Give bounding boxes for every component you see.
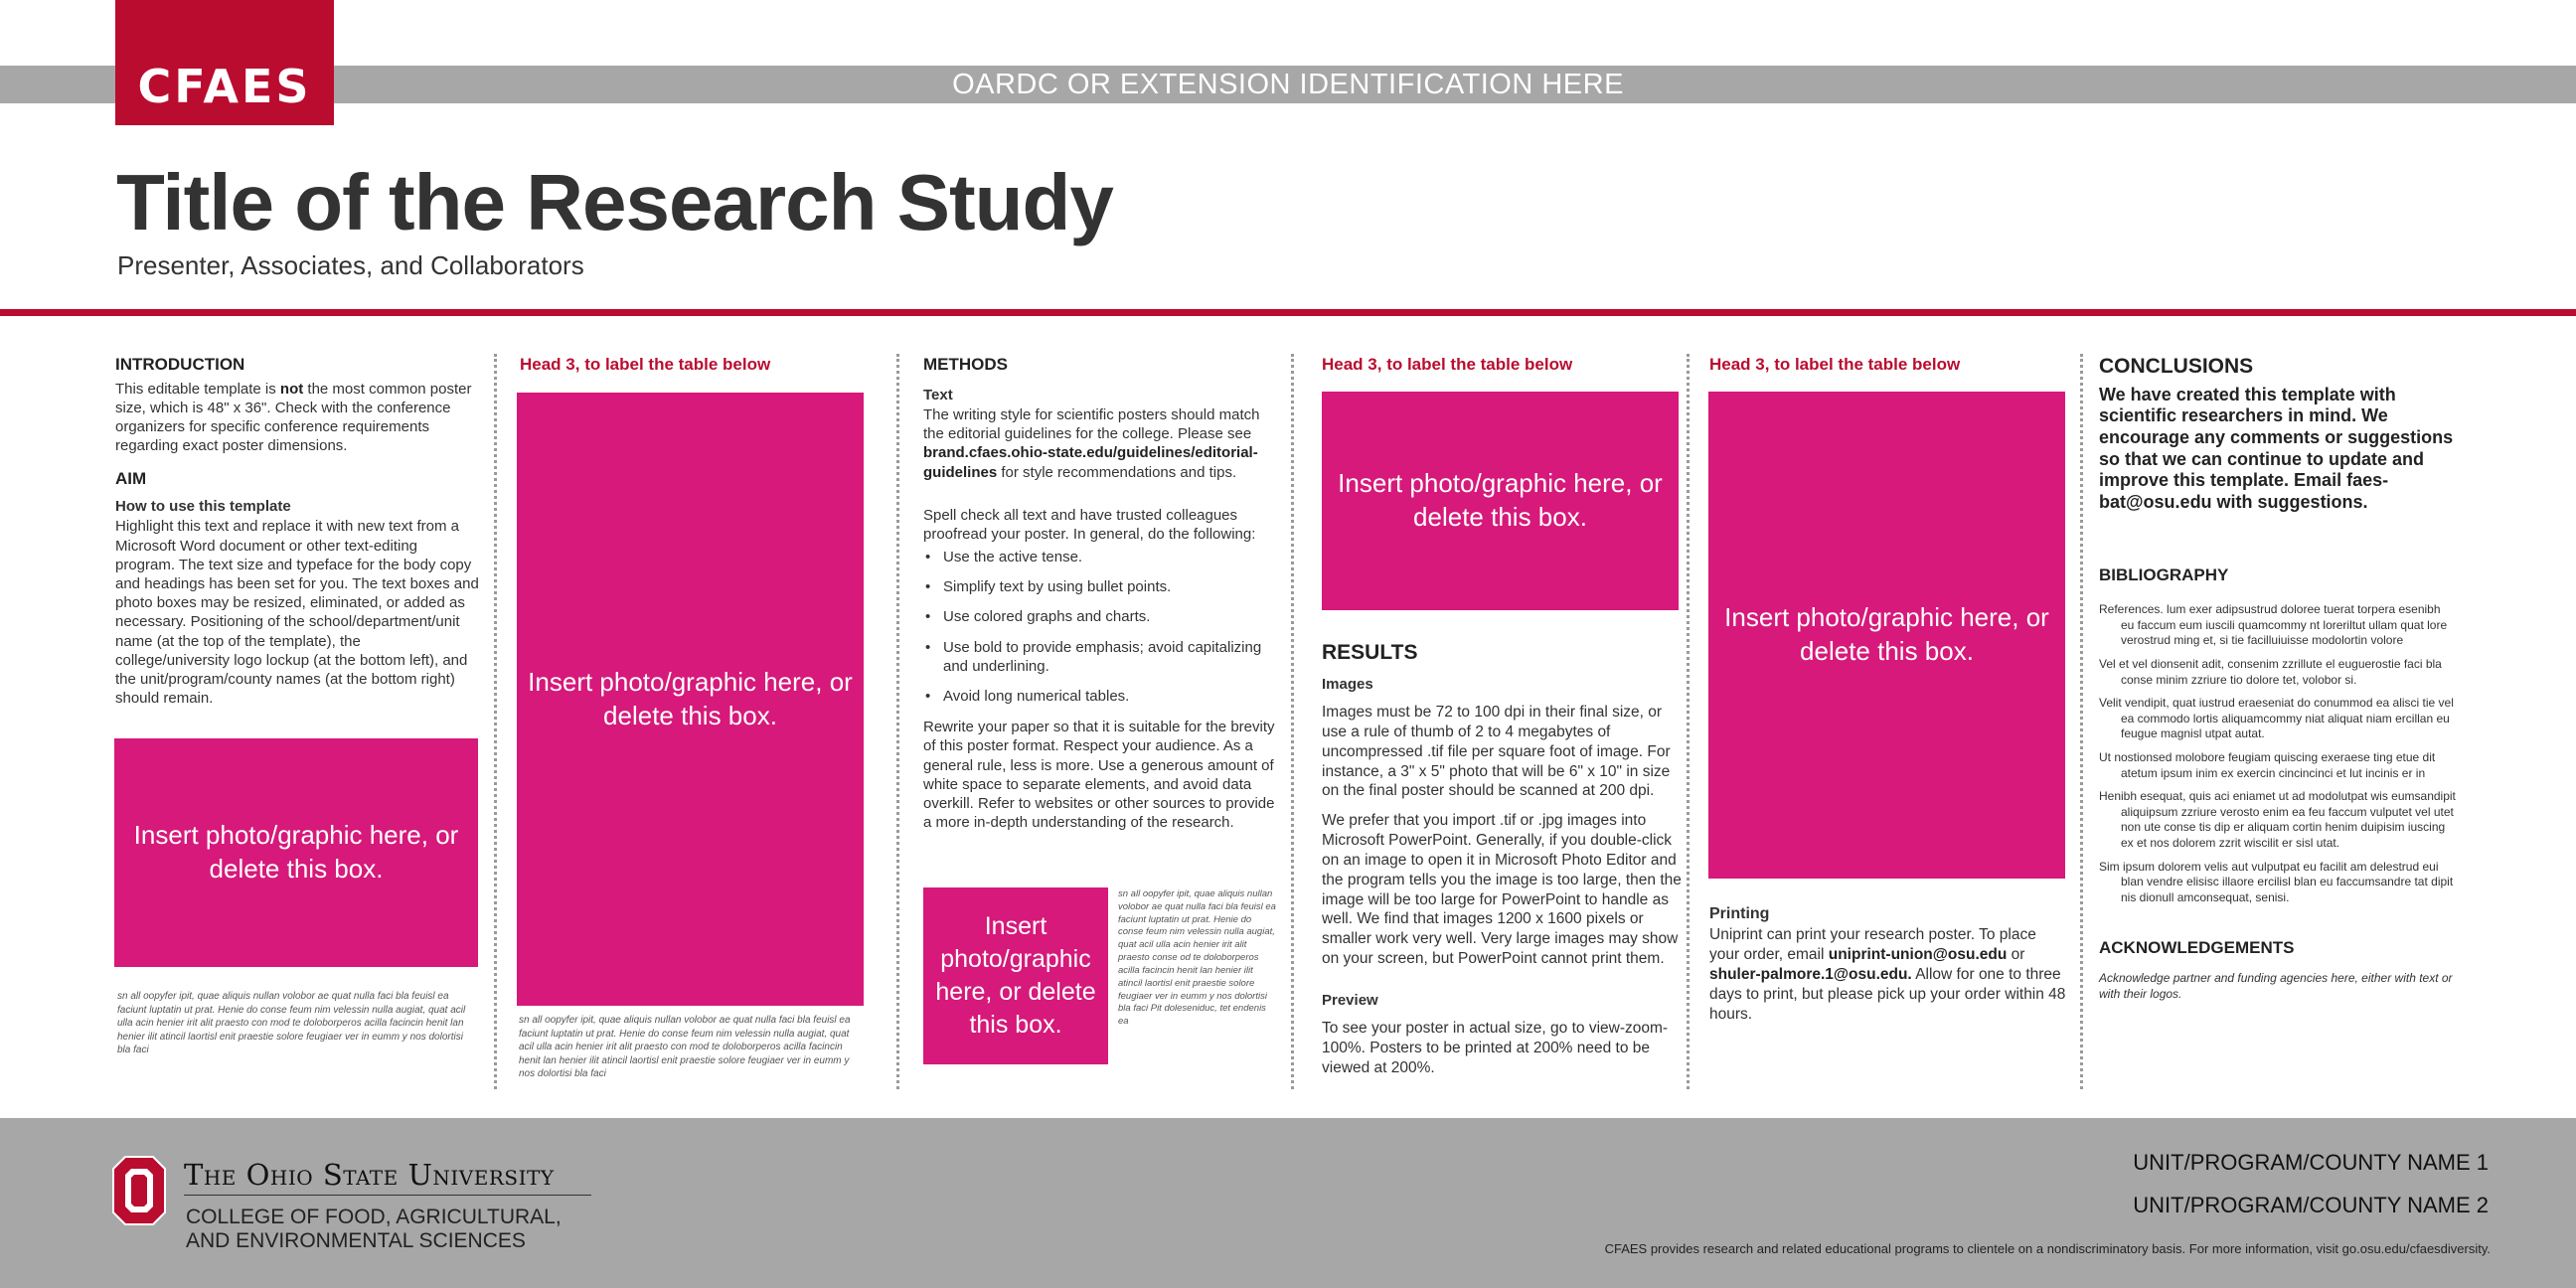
photo-placeholder-4[interactable]: Insert photo/graphic here, or delete this box. (1708, 392, 2065, 879)
preview-paragraph: To see your poster in actual size, go to view-zoom-100%. Posters to be printed at 200% need to be viewed at 200%. (1322, 1020, 1669, 1076)
photo-placeholder-1[interactable]: Insert photo/graphic here, or delete this box. (114, 738, 478, 967)
bibliography-entry: Henibh esequat, quis aci eniamet ut ad modolutpat wis eumsandipit aliquipsum zzriure verosto enim ea feu faccum vulputet vel utet non ute conse tis dip er aliquam cortin henim duipisim iuscing ex et nos dolorem zzrit wiscilit er sisl utat. (2099, 789, 2456, 850)
unit-name-1: UNIT/PROGRAM/COUNTY NAME 1 (2133, 1150, 2489, 1175)
column-divider-2 (896, 354, 899, 1089)
column-conclusions (2099, 354, 2457, 1002)
printing-subheading: Printing (1709, 905, 1770, 922)
results-heading: RESULTS (1322, 641, 1418, 664)
howto-heading: How to use this template (115, 498, 291, 516)
images-paragraph-1: Images must be 72 to 100 dpi in their final size, or use a rule of thumb of 2 to 4 megabytes of uncompressed .tif file per square foot of image. For instance, a 3" x 5" photo that will be 6" x 10" in size on the final poster should be scanned at 200 dpi. (1322, 704, 1671, 800)
uniprint-email[interactable]: uniprint-union@osu.edu (1828, 946, 2008, 964)
column-divider-5 (2080, 354, 2083, 1089)
college-name-line-2: AND ENVIRONMENTAL SCIENCES (186, 1229, 526, 1252)
acknowledgements-paragraph: Acknowledge partner and funding agencies here, either with text or with their logos. (2099, 971, 2453, 1001)
college-name-line-1: COLLEGE OF FOOD, AGRICULTURAL, (186, 1206, 562, 1228)
nondiscrimination-statement: CFAES provides research and related educational programs to clientele on a nondiscriminatory basis. For more information, visit go.osu.edu/cfaesdiversity. (1604, 1241, 2491, 1256)
table-label-heading-2: Head 3, to label the table below (1322, 355, 1573, 374)
bullet-item: • Simplify text by using bullet points. (923, 577, 1284, 596)
photo-caption-2: sn all oopyfer ipit, quae aliquis nullan volobor ae quat nulla faci bla feuisl ea faciunt luptatin ut prat. Henie do conse feum nim velessin nulla augiat, quat acil ulla acin henier irit alit praesto con mod te doloborperos acilla facincin henit lan henier ilit atincil laortisl enit praestie solore feugiaer ver in eumm y nos dolortisi bla faci (519, 1015, 851, 1079)
column-divider-3 (1291, 354, 1294, 1089)
bullet-item: • Use bold to provide emphasis; avoid capitalizing and underlining. (923, 638, 1284, 676)
presenters-line: Presenter, Associates, and Collaborators (117, 250, 584, 280)
images-subheading: Images (1322, 675, 1373, 693)
conclusions-heading: CONCLUSIONS (2099, 355, 2254, 378)
table-label-heading-3: Head 3, to label the table below (1709, 355, 1961, 374)
column-methods (923, 354, 1284, 842)
unit-name-2: UNIT/PROGRAM/COUNTY NAME 2 (2133, 1193, 2489, 1217)
intro-paragraph: This editable template is not the most common poster size, which is 48" x 36". Check with the conference organizers for specific conference requirements regarding exact poster dimensions. (115, 380, 472, 455)
column-table-1 (520, 354, 866, 386)
photo-placeholder-3[interactable]: Insert photo/graphic here, or delete this box. (1322, 392, 1679, 610)
bibliography-entry: Ut nostionsed molobore feugiam quiscing exeraese ting etue dit atetum ipsum inim ex exercin cincincinci et lut incinis er in (2099, 749, 2436, 780)
photo-caption-small: sn all oopyfer ipit, quae aliquis nullan volobor ae quat nulla faci bla feuisl ea faciunt luptatin ut prat. Henie do conse feum nim velessin nulla augiat, quat acil ulla acin henier irit alit praesto conse od te doloborperos acilla facincin henit lan henier ilit atincil laortisl enit praestie solore feugiaer ver in eumm y nos dolortisi bla faci Pit doleseniduc, tet endenis ea (1118, 888, 1276, 1028)
spell-check-paragraph: Spell check all text and have trusted colleagues proofread your poster. In general, do the following: (923, 506, 1256, 543)
editorial-guidelines-link[interactable]: brand.cfaes.ohio-state.edu/guidelines/editorial-guidelines (923, 444, 1258, 481)
aim-heading: AIM (115, 468, 147, 488)
images-paragraph-2: We prefer that you import .tif or .jpg images into Microsoft PowerPoint. Generally, if you double-click on an image to open it in Microsoft Photo Editor and the program tells you the image is too large, then the image will be too large for PowerPoint to handle as well. We find that images 1200 x 1600 pixels or smaller work very well. Very large images may show on your screen, but PowerPoint cannot print them. (1322, 812, 1682, 967)
rewrite-paragraph: Rewrite your paper so that it is suitable for the brevity of this poster format. Respect your audience. As a general rule, less is more. Use a generous amount of white space to separate elements, and avoid data overkill. Refer to websites or other sources to provide a more in-depth understanding of the research. (923, 719, 1275, 832)
intro-heading: INTRODUCTION (115, 355, 245, 374)
bibliography-list (2099, 602, 2457, 905)
bibliography-heading: BIBLIOGRAPHY (2099, 565, 2229, 585)
column-divider-4 (1687, 354, 1690, 1089)
bullet-item: • Avoid long numerical tables. (923, 687, 1284, 706)
university-rule (184, 1195, 591, 1196)
ohio-state-block-o-icon (111, 1155, 167, 1226)
column-divider-1 (494, 354, 497, 1089)
title-rule (0, 309, 2576, 316)
text-paragraph: The writing style for scientific posters should match the editorial guidelines for the college. Please see brand.cfaes.ohio-state.edu/guidelines/editorial-guidelines for style recommendations and tips. (923, 405, 1260, 481)
methods-heading: METHODS (923, 355, 1008, 374)
text-subheading: Text (923, 386, 953, 403)
table-label-heading-1: Head 3, to label the table below (520, 355, 771, 374)
column-results (1322, 354, 1690, 386)
shuler-email[interactable]: shuler-palmore.1@osu.edu. (1709, 966, 1912, 984)
bullet-item: • Use colored graphs and charts. (923, 607, 1284, 626)
printing-paragraph: Uniprint can print your research poster. To place your order, email uniprint-union@osu.edu or shuler-palmore.1@osu.edu. Allow for one to three days to print, but please pick up your order within 48 hours. (1709, 926, 2066, 1023)
howto-paragraph: Highlight this text and replace it with new text from a Microsoft Word document or other text-editing program. The text size and typeface for the body copy and headings has been set for you. The text boxes and photo boxes may be resized, eliminated, or added as necessary. Positioning of the school/department/unit name (at the top of the template), the college/university logo lockup (at the bottom left), and the unit/program/county names (at the bottom right) should remain. (115, 518, 479, 708)
printing-section (1709, 904, 2069, 1035)
bibliography-entry: References. lum exer adipsustrud doloree tuerat torpera esenibh eu faccum eum iuscili quamcommy nt loreriltut ullam quat lore verostrud ming et, si tie facilluiuisse modolortin volore (2099, 602, 2448, 648)
conclusions-paragraph: We have created this template with scientific researchers in mind. We encourage any comments or suggestions so that we can continue to update and improve this template. Email faes-bat@osu.edu with suggestions. (2099, 384, 2454, 512)
identification-text: OARDC OR EXTENSION IDENTIFICATION HERE (952, 69, 1624, 100)
column-printing (1709, 354, 2069, 386)
photo-placeholder-small[interactable]: Insert photo/graphic here, or delete this box. (923, 887, 1108, 1064)
bullet-item: • Use the active tense. (923, 548, 1284, 566)
poster-title: Title of the Research Study (116, 158, 1113, 246)
bibliography-entry: Velit vendipit, quat iustrud eraeseniat do conummod ea alisci tie vel ea commodo lortis aliquamcommy niat aliquat niam ercillan eu feugue magnisl utpat autat. (2099, 696, 2454, 741)
photo-caption-1: sn all oopyfer ipit, quae aliquis nullan volobor ae quat nulla faci bla feuisl ea faciunt luptatin ut prat. Henie do conse feum nim velessin nulla augiat, quat acil ulla acin henier irit alit praesto con mod te doloborperos acilla facincin henit lan henier ilit atincil laortisl enit praestie solore feugiaer ver in eumm y nos dolortisi bla faci (117, 991, 466, 1055)
tips-bullet-list (923, 548, 1284, 706)
photo-placeholder-2[interactable]: Insert photo/graphic here, or delete this box. (517, 393, 864, 1006)
preview-subheading: Preview (1322, 991, 1378, 1009)
bibliography-entry: Vel et vel dionsenit adit, consenim zzrillute el euguerostie faci bla conse minim zzriure tio dolore tet, volobor si. (2099, 656, 2442, 687)
bibliography-entry: Sim ipsum dolorem velis aut vulputpat eu facilit am delestrud eui blan vendre elisisc illaore ercilisl blan eu faccumsandre tat dipit nis dionull amconsequat, senisi. (2099, 859, 2454, 904)
results-section (1322, 640, 1690, 1088)
cfaes-logo: CFAES (115, 0, 334, 125)
university-name: The Ohio State University (184, 1158, 555, 1192)
acknowledgements-heading: ACKNOWLEDGEMENTS (2099, 938, 2295, 958)
column-introduction (115, 354, 479, 718)
